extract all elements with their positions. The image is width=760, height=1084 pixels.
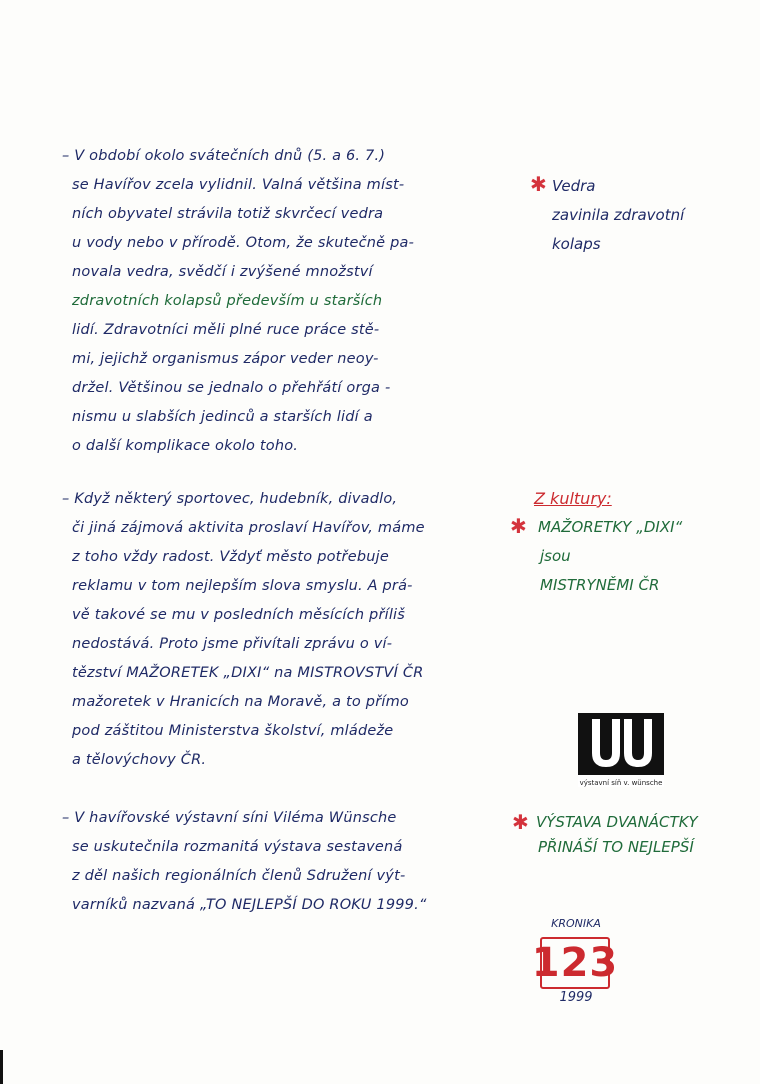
text-line: mažoretek v Hranicích na Moravě, a to přímo <box>72 694 410 710</box>
text-line: se uskutečnila rozmanitá výstava sestavená <box>72 839 403 855</box>
asterisk-icon: ✱ <box>510 514 527 538</box>
side-note-line: zavinila zdravotní <box>552 206 685 224</box>
gallery-logo <box>578 713 664 787</box>
side-note-heading: Z kultury: <box>534 489 612 508</box>
text-line: a tělovýchovy ČR. <box>72 752 207 768</box>
text-line: – V období okolo svátečních dnů (5. a 6. 7.) <box>62 148 386 164</box>
chronicle-label: KRONIKA <box>551 917 601 930</box>
text-line: zdravotních kolapsů především u starších <box>72 293 383 309</box>
text-line: tězství MAŽORETEK „DIXI“ na MISTROVSTVÍ ČR <box>72 665 424 681</box>
side-note-line: kolaps <box>552 235 601 253</box>
side-note-line: PŘINÁŠÍ TO NEJLEPŠÍ <box>538 838 694 856</box>
gallery-logo-icon <box>578 713 664 777</box>
asterisk-icon: ✱ <box>512 810 529 834</box>
chronicle-year: 1999 <box>559 990 593 1005</box>
text-line: novala vedra, svědčí i zvýšené množství <box>72 264 373 280</box>
side-note-line: MISTRYNĚMI ČR <box>540 576 660 594</box>
text-line: varníků nazvaná „TO NEJLEPŠÍ DO ROKU 1999.“ <box>72 897 427 913</box>
text-line: lidí. Zdravotníci měli plné ruce práce stě- <box>72 322 380 338</box>
chronicle-page-number: 123 <box>540 937 610 989</box>
text-line: mi, jejichž organismus zápor veder neoy- <box>72 351 379 367</box>
text-line: – Když některý sportovec, hudebník, divadlo, <box>62 491 398 507</box>
page-edge-mark <box>0 1050 3 1084</box>
text-line: nismu u slabších jedinců a starších lidí a <box>72 409 373 425</box>
text-line: nedostává. Proto jsme přivítali zprávu o ví- <box>72 636 393 652</box>
text-line: pod záštitou Ministerstva školství, mládeže <box>72 723 394 739</box>
text-line: z toho vždy radost. Vždyť město potřebuje <box>72 549 389 565</box>
text-line: držel. Většinou se jednalo o přehřátí orga - <box>72 380 391 396</box>
text-line: či jiná zájmová aktivita proslaví Havířov, máme <box>72 520 425 536</box>
logo-caption: výstavní síň v. wünsche <box>579 779 663 787</box>
text-line: o další komplikace okolo toho. <box>72 438 299 454</box>
text-line: vě takové se mu v posledních měsících příliš <box>72 607 406 623</box>
side-note-line: Vedra <box>552 177 596 195</box>
text-line: z děl našich regionálních členů Sdružení výt- <box>72 868 406 884</box>
text-line: reklamu v tom nejlepším slova smyslu. A prá- <box>72 578 413 594</box>
side-note-line: VÝSTAVA DVANÁCTKY <box>536 813 698 831</box>
asterisk-icon: ✱ <box>530 172 547 196</box>
text-line: u vody nebo v přírodě. Otom, že skutečně pa- <box>72 235 415 251</box>
side-note-line: MAŽORETKY „DIXI“ <box>538 518 683 536</box>
text-line: se Havířov zcela vylidnil. Valná většina míst- <box>72 177 405 193</box>
text-line: ních obyvatel strávila totiž skvrčecí vedra <box>72 206 384 222</box>
side-note-line: jsou <box>540 547 571 565</box>
text-line: – V havířovské výstavní síni Viléma Wünsche <box>62 810 397 826</box>
